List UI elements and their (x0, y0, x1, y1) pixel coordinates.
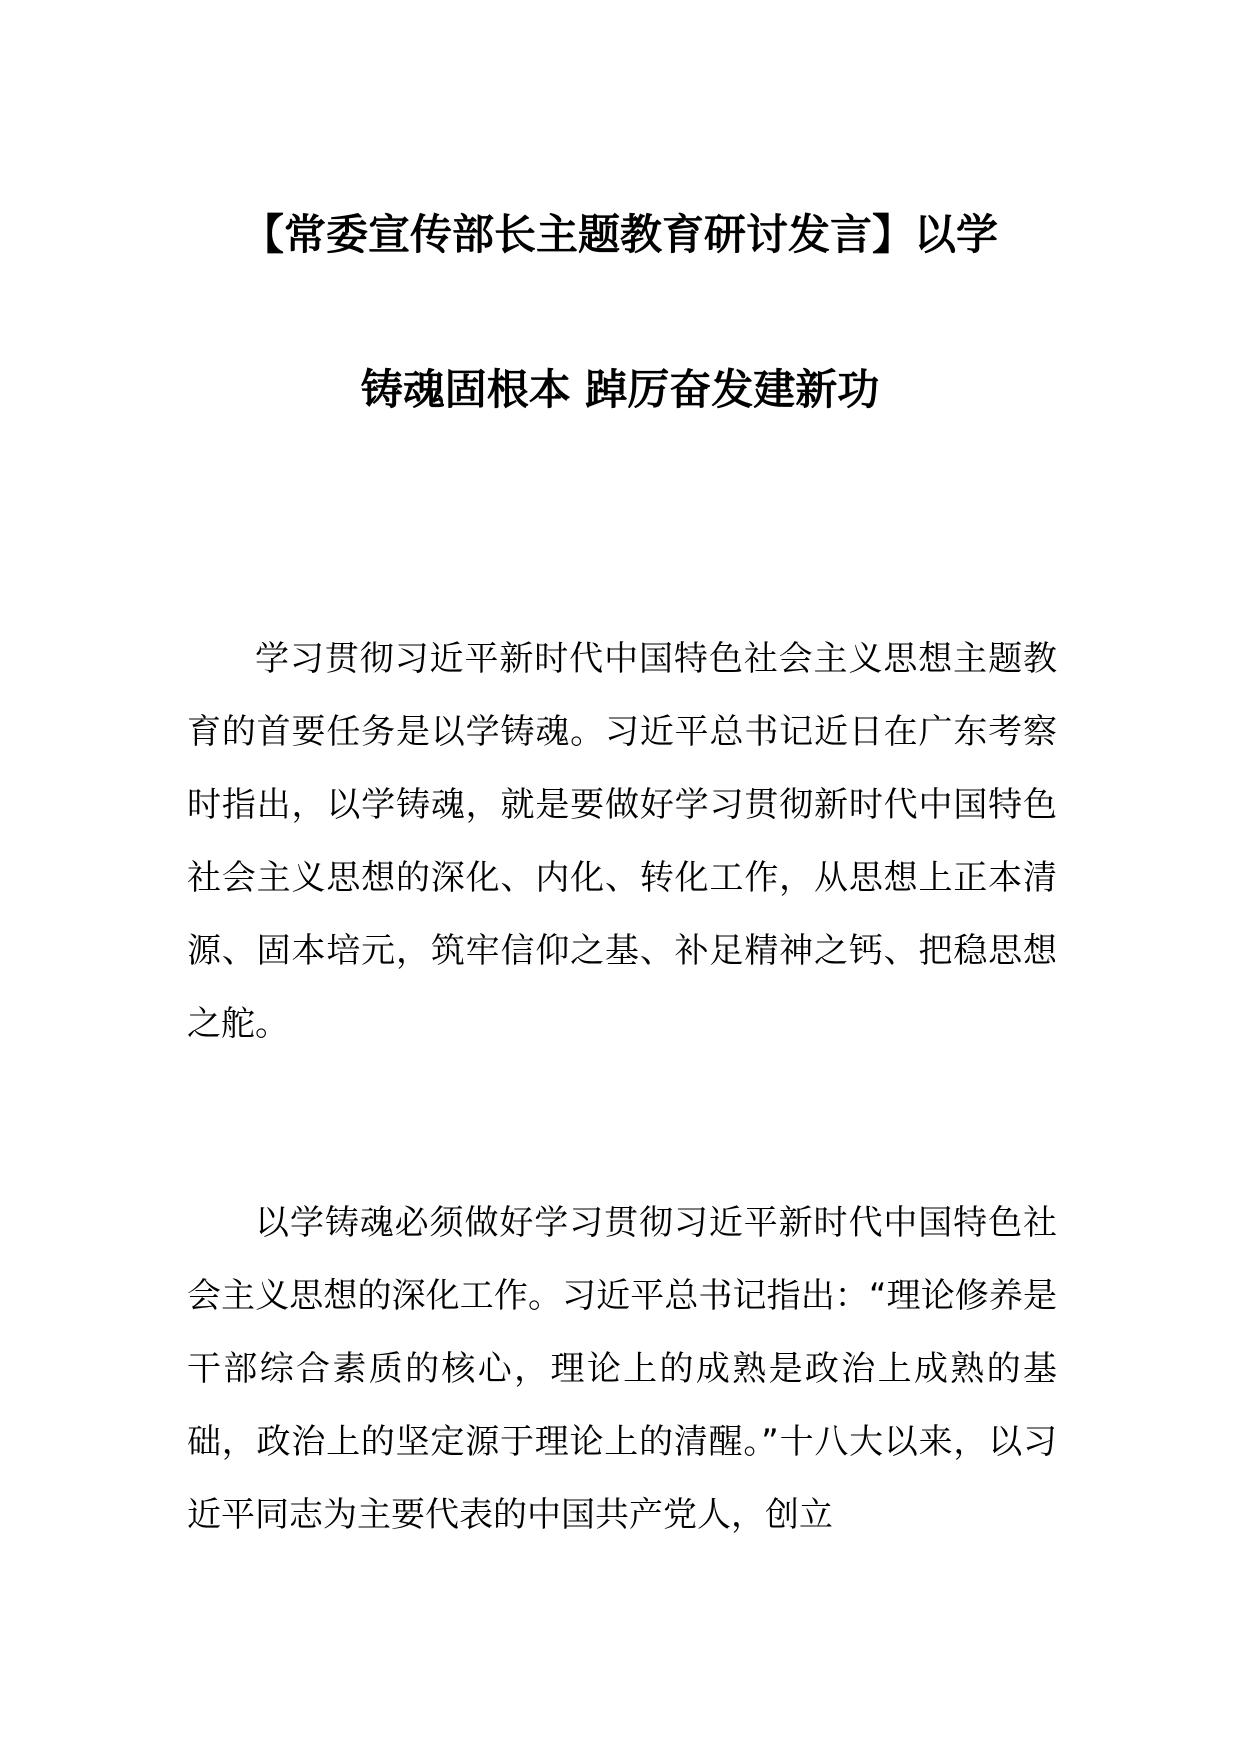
body-paragraph-1: 学习贯彻习近平新时代中国特色社会主义思想主题教育的首要任务是以学铸魂。习近平总书记近日在广东考察时指出，以学铸魂，就是要做好学习贯彻新时代中国特色社会主义思想的深化、内化、转化工作，从思想上正本清源、固本培元，筑牢信仰之基、补足精神之钙、把稳思想之舵。 (187, 639, 1057, 1044)
body-paragraph-2: 以学铸魂必须做好学习贯彻习近平新时代中国特色社会主义思想的深化工作。习近平总书记指出：“理论修养是干部综合素质的核心，理论上的成熟是政治上成熟的基础，政治上的坚定源于理论上的清醒。”十八大以来，以习近平同志为主要代表的中国共产党人，创立 (187, 1203, 1057, 1535)
document-title-line-2: 铸魂固根本 踔厉奋发建新功 (360, 365, 880, 414)
document-title-line-1: 【常委宣传部长主题教育研讨发言】以学 (241, 210, 998, 259)
